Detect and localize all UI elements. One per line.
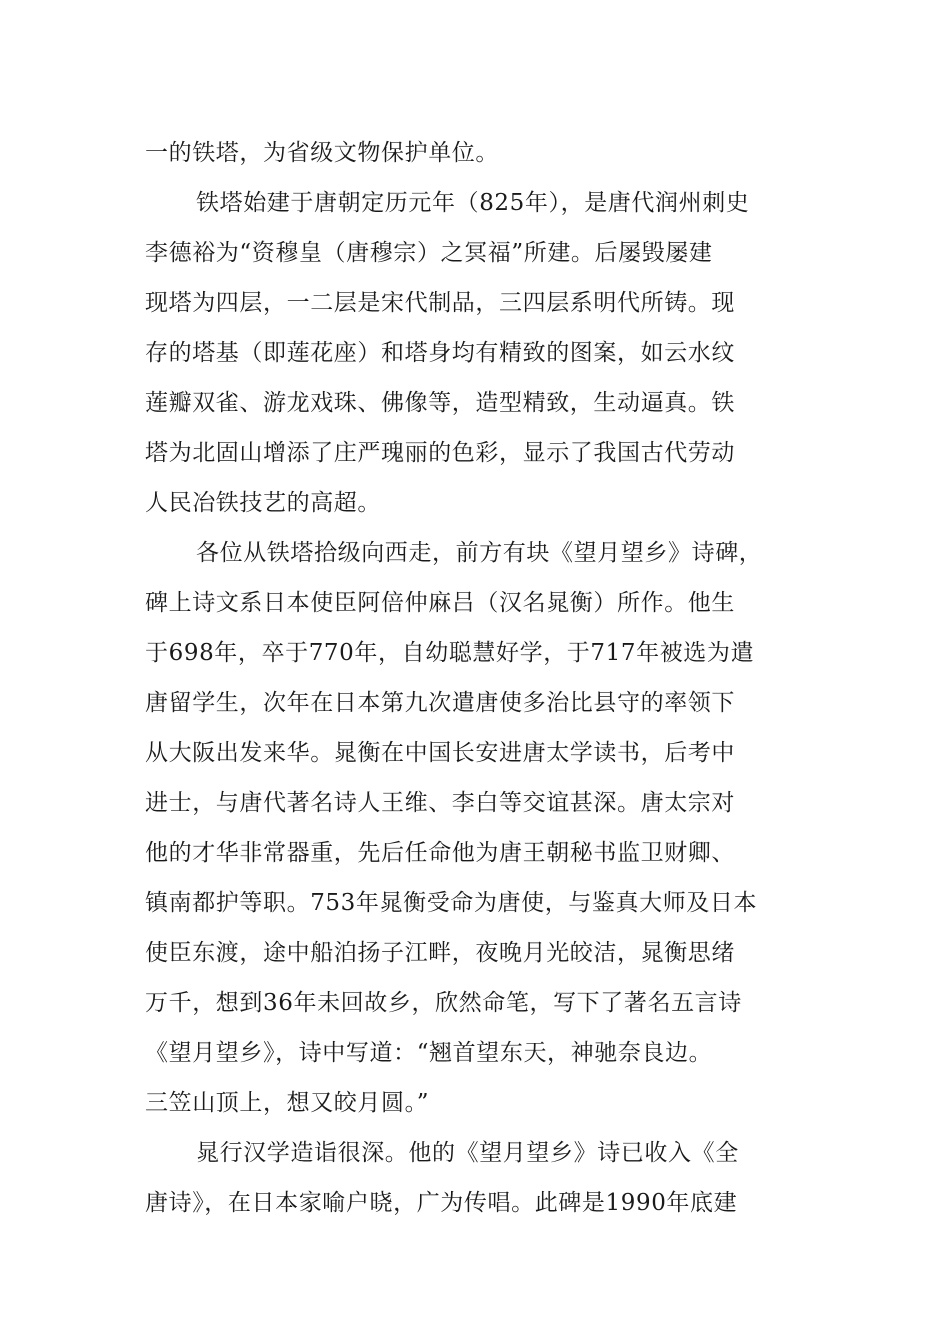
text-line: 一的铁塔，为省级文物保护单位。 <box>145 140 499 166</box>
text-line: 李德裕为“资穆皇（唐穆宗）之冥福”所建。后屡毁屡建 <box>145 240 713 266</box>
paragraph-first-line: 晁行汉学造诣很深。他的《望月望乡》诗已收入《全 <box>196 1140 739 1166</box>
text-line: 使臣东渡，途中船泊扬子江畔，夜晚月光皎洁，晁衡思绪 <box>145 940 735 966</box>
text-line: 人民冶铁技艺的高超。 <box>145 490 381 516</box>
text-line: 进士，与唐代著名诗人王维、李白等交谊甚深。唐太宗对 <box>145 790 735 816</box>
text-line: 唐留学生，次年在日本第九次遣唐使多治比县守的率领下 <box>145 690 735 716</box>
text-line: 莲瓣双雀、游龙戏珠、佛像等，造型精致，生动逼真。铁 <box>145 390 735 416</box>
text-line: 碑上诗文系日本使臣阿倍仲麻吕（汉名晁衡）所作。他生 <box>145 590 735 616</box>
text-line: 存的塔基（即莲花座）和塔身均有精致的图案，如云水纹 <box>145 340 735 366</box>
text-line: 《望月望乡》，诗中写道：“翘首望东天，神驰奈良边。 <box>145 1040 713 1066</box>
text-line: 唐诗》，在日本家喻户晓，广为传唱。此碑是1990年底建 <box>145 1190 738 1216</box>
paragraph-first-line: 铁塔始建于唐朝定历元年（825年），是唐代润州刺史 <box>196 190 750 216</box>
text-line: 万千，想到36年未回故乡，欣然命笔，写下了著名五言诗 <box>145 990 742 1016</box>
text-line: 现塔为四层，一二层是宋代制品，三四层系明代所铸。现 <box>145 290 735 316</box>
text-line: 塔为北固山增添了庄严瑰丽的色彩，显示了我国古代劳动 <box>145 440 735 466</box>
text-line: 镇南都护等职。753年晁衡受命为唐使，与鉴真大师及日本 <box>145 890 758 916</box>
paragraph-first-line: 各位从铁塔拾级向西走，前方有块《望月望乡》诗碑， <box>196 540 763 566</box>
text-line: 于698年，卒于770年，自幼聪慧好学，于717年被选为遣 <box>145 640 755 666</box>
text-line: 从大阪出发来华。晁衡在中国长安进唐太学读书，后考中 <box>145 740 735 766</box>
text-line: 他的才华非常器重，先后任命他为唐王朝秘书监卫财卿、 <box>145 840 735 866</box>
text-line: 三笠山顶上，想又皎月圆。” <box>145 1090 430 1116</box>
